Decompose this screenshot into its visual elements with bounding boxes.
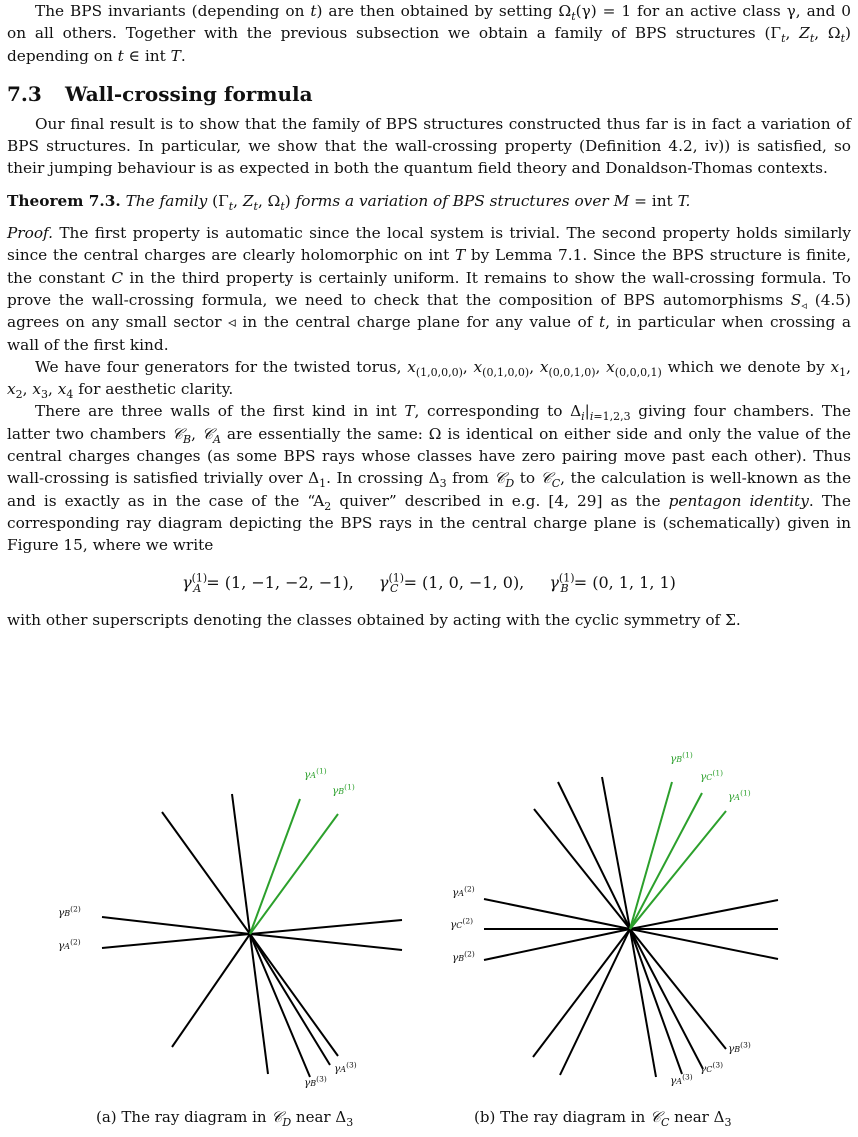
text-run: We have four generators for the twisted torus, xyxy=(35,357,402,376)
ray xyxy=(102,917,250,934)
proof-label: Proof. xyxy=(7,224,54,243)
theorem-text: The family xyxy=(125,191,208,210)
text-run: from xyxy=(452,469,489,488)
ray xyxy=(560,929,630,1075)
ray-green xyxy=(250,799,300,934)
paragraph-bps-invariants: The BPS invariants (depending on t) are then obtained by setting $\Omega_t(\gamma) = 1$ for an active class γ, and 0 on all others. Together with the previous subsection we obtain a family of BPS structures ($\Gamma_t$, $Z_t$, $\Omega_t$) depending on t ∈ int T. xyxy=(7,2,852,65)
theorem-7-3: Theorem 7.3. The family ($\Gamma_t$, $Z_t$, $\Omega_t$) forms a variation of BPS structures over M = int T. xyxy=(7,191,691,213)
text-run: . In crossing Δ xyxy=(326,469,440,488)
label-gamma-A1: $\gamma A^{(1)}$ xyxy=(304,766,327,781)
text-run: in the third property is certainly uniform. It remains to show the wall-crossing formula. To prove the wall-crossing formula, we need to check that the composition of BPS automorphisms xyxy=(7,268,851,309)
text-run: ) are then obtained by setting Ω xyxy=(316,2,572,20)
ray xyxy=(558,782,630,929)
text-run: , in particular when crossing a wall of the first kind. xyxy=(7,313,851,354)
text-run: to xyxy=(519,469,536,488)
ray xyxy=(534,809,630,929)
math-t: t xyxy=(310,2,317,20)
eq-value: = (1, −1, −2, −1), xyxy=(206,572,354,592)
text-run: for aesthetic clarity. xyxy=(78,380,234,399)
ray xyxy=(630,929,656,1077)
section-number: 7.3 xyxy=(7,81,42,106)
gamma-B1-eq: $\gamma^{(1)}_B = (0$, 1, 1, 1) xyxy=(549,571,676,595)
generators-paragraph: We have four generators for the twisted torus, $x_{(1,0,0,0)}$, $x_{(0,1,0,0)}$, $x_{(0,0,1,0)}$, $x_{(0,0,0,1)}$ which we denote by $x_1$, $x_2$, $x_3$, $x_4$ for aesthetic clarity. xyxy=(7,357,851,402)
theorem-label: Theorem 7.3. xyxy=(7,191,121,210)
after-display-paragraph: with other superscripts denoting the classes obtained by acting with the cyclic symmetry of Σ. xyxy=(7,610,741,629)
caption-a: (a) The ray diagram in 𝒞$_D$ near $\Delta_3$ xyxy=(96,1108,354,1129)
label-gamma-A3: $\gamma A^{(3)}$ xyxy=(334,1060,357,1075)
math-t: t xyxy=(117,46,124,65)
label-gamma-B1: $\gamma B^{(1)}$ xyxy=(332,782,355,797)
label-gamma-B2: $\gamma B^{(2)}$ xyxy=(452,949,475,964)
text-run: (4.5) agrees on any small sector ◃ in the central charge plane for any value of xyxy=(7,290,851,332)
text-run: There are three walls of the first kind in int xyxy=(35,402,397,421)
label-gamma-A2: $\gamma A^{(2)}$ xyxy=(58,937,81,952)
ray xyxy=(630,900,778,929)
text-run: pentagon identity xyxy=(668,491,809,510)
ray xyxy=(250,934,402,950)
ray xyxy=(484,899,630,929)
display-equation xyxy=(7,567,851,599)
gamma-C1-eq: $\gamma^{(1)}_C = (1$, 0, −1, 0), xyxy=(378,571,525,595)
section-heading xyxy=(7,81,851,107)
gamma-A1-eq: $\gamma^{(1)}_A = (1$, −1, −2, −1), xyxy=(182,571,354,595)
math-T: T. xyxy=(677,191,691,210)
label-gamma-C1: $\gamma C^{(1)}$ xyxy=(700,768,724,783)
label-gamma-C2: $\gamma C^{(2)}$ xyxy=(450,916,474,931)
math-M: M xyxy=(613,191,630,210)
ray xyxy=(602,777,630,929)
ray-diagram-a xyxy=(60,757,420,1137)
eq-value: = (0, 1, 1, 1) xyxy=(573,572,676,592)
text-run: ∈ int xyxy=(123,46,171,65)
text-run: . The corresponding ray diagram depicting the BPS rays in the central charge plane is (schematically) given in Figure 15, where we write xyxy=(7,491,851,555)
ray xyxy=(630,929,703,1069)
ray-green xyxy=(250,814,338,934)
text-run: (γ) = 1 for an active class γ, and 0 on all others. Together with the previous subsection we obtain a family of BPS structures (Γ xyxy=(7,2,852,43)
paper-page xyxy=(7,0,851,631)
text-run: The first property is automatic since the local system is trivial. The second property holds similarly since the central charges are clearly holomorphic on int xyxy=(7,224,851,265)
ray xyxy=(630,929,778,959)
math-T: T xyxy=(170,46,181,65)
ray xyxy=(172,934,250,1047)
ray-green xyxy=(630,782,672,929)
intro-paragraph: Our final result is to show that the family of BPS structures constructed thus far is in fact a variation of BPS structures. In particular, we show that the wall-crossing property (Definition 4.2, iv)) is satisfied, so their jumping behaviour is as expected in both the quantum field theory and Donaldson-Thomas contexts. xyxy=(7,114,851,178)
text-run: . xyxy=(180,46,186,65)
figure-15 xyxy=(0,750,858,1137)
theorem-text: = int xyxy=(634,191,673,210)
proof-paragraph: Proof. The first property is automatic since the local system is trivial. The second property holds similarly since the central charges are clearly holomorphic on int T by Lemma 7.1. Since the BPS structure is finite, the constant C in the third property is certainly uniform. It remains to show the wall-crossing formula. To prove the wall-crossing formula, we need to check that the composition of BPS automorphisms $S_◃$ (4.5) agrees on any small sector ◃ in the central charge plane for any value of t, in particular when crossing a wall of the first kind. xyxy=(7,224,851,354)
section-title: Wall-crossing formula xyxy=(65,81,313,106)
label-gamma-B3: $\gamma B^{(3)}$ xyxy=(728,1040,751,1055)
text-run: which we denote by xyxy=(667,357,825,376)
eq-value: = (1, 0, −1, 0), xyxy=(403,572,525,592)
text-run: quiver” described in e.g. [4, 29] as the xyxy=(339,491,661,510)
text-run: ) depending on xyxy=(7,24,851,65)
ray xyxy=(102,934,250,948)
label-gamma-C3: $\gamma C^{(3)}$ xyxy=(700,1060,724,1075)
ray xyxy=(250,934,330,1065)
figure-a xyxy=(60,757,420,1137)
text-run: The BPS invariants (depending on xyxy=(35,2,311,20)
label-gamma-A1: $\gamma A^{(1)}$ xyxy=(728,788,751,803)
text-run: , corresponding to Δ xyxy=(414,402,582,421)
text-run: giving four chambers. The latter two chambers xyxy=(7,402,851,443)
label-gamma-A2: $\gamma A^{(2)}$ xyxy=(452,884,475,899)
theorem-text: forms a variation of BPS structures over xyxy=(295,191,609,210)
ray-diagram-b xyxy=(440,757,800,1137)
label-gamma-B3: $\gamma B^{(3)}$ xyxy=(304,1074,327,1089)
ray xyxy=(630,929,726,1049)
text-run: , the calculation is well-known as the and is exactly as in the case of the “A xyxy=(7,469,852,510)
ray-green xyxy=(630,793,702,929)
label-gamma-B1: $\gamma B^{(1)}$ xyxy=(670,750,693,765)
ray xyxy=(250,920,402,934)
ray xyxy=(484,929,630,960)
caption-b: (b) The ray diagram in 𝒞$_C$ near $\Delta_3$ xyxy=(474,1108,732,1129)
text-run: by Lemma 7.1. Since the BPS structure is finite, the constant xyxy=(7,246,851,287)
label-gamma-A3: $\gamma A^{(3)}$ xyxy=(670,1072,693,1087)
text-run: are essentially the same: Ω is identical on either side and only the value of the central charges changes (as some BPS rays whose classes have zero pairing move past each other). Thus wall-crossing is satisfied trivially over Δ xyxy=(7,424,851,488)
walls-paragraph: There are three walls of the first kind in int T, corresponding to $\Delta_i|_{i=1,2,3}$ giving four chambers. The latter two chambers 𝒞$_B$, 𝒞$_A$ are essentially the same: Ω is identical on either side and only the value of the central charges changes (as some BPS rays whose classes have zero pairing move past each other). Thus wall-crossing is satisfied trivially over $\Delta_1$. In crossing $\Delta_3$ from 𝒞$_D$ to 𝒞$_C$, the calculation is well-known as the and is exactly as in the case of the “$A_2$ quiver” described in e.g. [4, 29] as the pentagon identity. The corresponding ray diagram depicting the BPS rays in the central charge plane is (schematically) given in Figure 15, where we write xyxy=(7,402,852,555)
ray xyxy=(533,929,630,1057)
ray-green xyxy=(630,811,726,929)
label-gamma-B2: $\gamma B^{(2)}$ xyxy=(58,904,81,919)
figure-b xyxy=(440,750,800,1137)
ray xyxy=(630,929,682,1074)
